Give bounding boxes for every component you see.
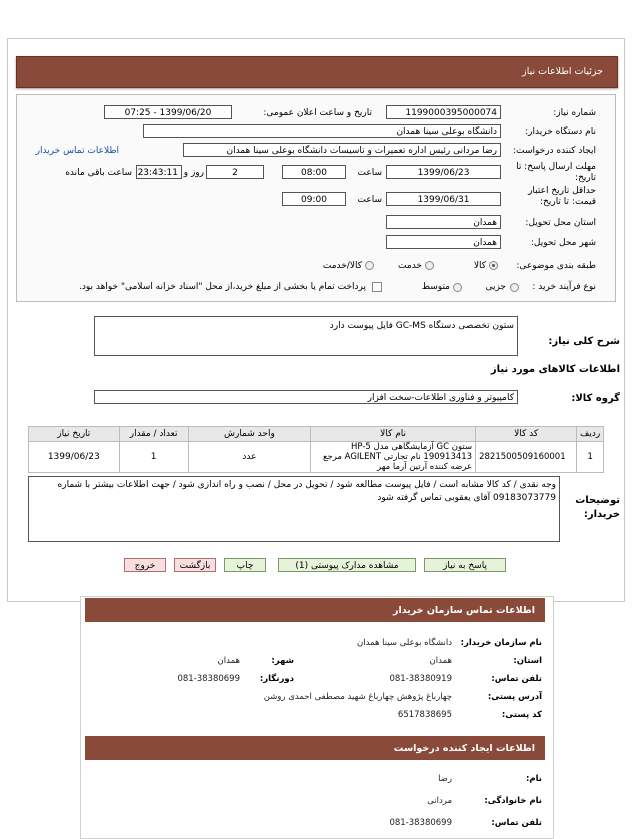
buyer-notes-field: وجه نقدی / کد کالا مشابه است / فایل پیوست مطالعه شود / تحویل در محل / نصب و راه اندازی شود / جهت اطلاعات بیشتر با شماره 09183073779 آقای یعقوبی تماس گرفته شود xyxy=(28,476,560,542)
attachments-button[interactable]: مشاهده مدارک پیوستی (1) xyxy=(278,558,416,572)
buyer-notes-label: توضیحات خریدار: xyxy=(575,495,620,520)
exit-button[interactable]: خروج xyxy=(124,558,166,572)
treasury-note: پرداخت تمام یا بخشی از مبلغ خرید،از محل "اسناد خزانه اسلامی" خواهد بود. xyxy=(78,282,366,292)
back-button[interactable]: بازگشت xyxy=(174,558,216,572)
remaining-time-field: 23:43:11 xyxy=(136,165,182,179)
table-row xyxy=(29,442,604,473)
deadline-date-field: 1399/06/23 xyxy=(386,165,501,179)
city-field: همدان xyxy=(386,235,501,249)
contact-org-label: نام سازمان خریدار: xyxy=(460,638,542,648)
print-button[interactable]: چاپ xyxy=(224,558,266,572)
table-header-row xyxy=(29,427,604,442)
process-option-medium: متوسط xyxy=(421,282,450,292)
announce-field: 1399/06/20 - 07:25 xyxy=(104,105,232,119)
contact-province-label: استان: xyxy=(513,656,542,666)
validity-time-field: 09:00 xyxy=(282,192,346,206)
col-qty: تعداد / مقدار xyxy=(119,427,188,442)
treasury-checkbox[interactable] xyxy=(372,282,382,292)
cell-row: 1 xyxy=(577,442,604,473)
remaining-label: ساعت باقی مانده xyxy=(65,168,132,178)
contact-org-value: دانشگاه بوعلی سینا همدان xyxy=(357,638,452,648)
process-radio-medium[interactable] xyxy=(453,283,462,292)
days-field: 2 xyxy=(206,165,264,179)
contact-postal-value: 6517838695 xyxy=(397,710,452,720)
process-radio-minor[interactable] xyxy=(510,283,519,292)
contact-fax-label: دورنگار: xyxy=(259,674,294,684)
contact-city-label: شهر: xyxy=(271,656,294,666)
goods-table xyxy=(28,426,604,473)
province-field: همدان xyxy=(386,215,501,229)
validity-date-field: 1399/06/31 xyxy=(386,192,501,206)
reply-button[interactable]: پاسخ به نیاز xyxy=(424,558,506,572)
col-name: نام کالا xyxy=(311,427,476,442)
buyer-field: دانشگاه بوعلی سینا همدان xyxy=(143,124,501,138)
creator-family-value: مردانی xyxy=(427,796,452,806)
need-number-label: شماره نیاز: xyxy=(553,108,596,118)
creator-name-label: نام: xyxy=(525,774,542,784)
creator-header xyxy=(85,736,545,760)
cell-name: ستون GC آزمایشگاهی مدل HP-5 190913413 نام تجارتی AGILENT مرجع عرضه کننده آرتین آرما مهر xyxy=(311,442,476,473)
need-number-field: 1199000395000074 xyxy=(386,105,501,119)
creator-label: ایجاد کننده درخواست: xyxy=(513,146,596,156)
col-unit: واحد شمارش xyxy=(188,427,310,442)
deadline-label: مهلت ارسال پاسخ: تا تاریخ: xyxy=(516,162,596,183)
category-option-both: کالا/خدمت xyxy=(322,261,362,271)
contact-phone-value: 081-38380919 xyxy=(389,674,452,684)
col-code: کد کالا xyxy=(476,427,577,442)
creator-name-value: رضا xyxy=(438,774,452,784)
category-option-goods: کالا xyxy=(473,261,486,271)
creator-title: اطلاعات ایجاد کننده درخواست xyxy=(393,743,535,754)
buyer-label: نام دستگاه خریدار: xyxy=(525,127,596,137)
days-label: روز و xyxy=(183,168,204,178)
deadline-time-field: 08:00 xyxy=(282,165,346,179)
creator-field: رضا مردانی رئیس اداره تعمیرات و تاسیسات دانشگاه بوعلی سینا همدان xyxy=(183,143,501,157)
cell-date: 1399/06/23 xyxy=(29,442,120,473)
contact-address-label: آدرس پستی: xyxy=(487,692,542,702)
province-label: استان محل تحویل: xyxy=(525,218,596,228)
category-radio-both[interactable] xyxy=(365,261,374,270)
category-label: طبقه بندی موضوعی: xyxy=(516,261,596,271)
contact-province-value: همدان xyxy=(429,656,452,666)
validity-time-label: ساعت xyxy=(357,195,382,205)
page-header xyxy=(16,56,618,88)
goods-group-field: کامپیوتر و فناوری اطلاعات-سخت افزار xyxy=(94,390,518,404)
cell-unit: عدد xyxy=(188,442,310,473)
contact-address-value: چهارباغ پژوهش چهارباغ شهید مصطفی احمدی روشن xyxy=(263,692,452,702)
process-label: نوع فرآیند خرید : xyxy=(532,282,596,292)
category-radio-service[interactable] xyxy=(425,261,434,270)
summary-label: شرح کلی نیاز: xyxy=(548,336,620,347)
cell-code: 2821500509160001 xyxy=(476,442,577,473)
validity-label: حداقل تاریخ اعتبار قیمت: تا تاریخ: xyxy=(528,186,596,207)
goods-section-title: اطلاعات کالاهای مورد نیاز xyxy=(490,364,620,375)
deadline-time-label: ساعت xyxy=(357,168,382,178)
creator-phone-value: 081-38380699 xyxy=(389,818,452,828)
creator-family-label: نام خانوادگی: xyxy=(484,796,542,806)
contact-postal-label: کد پستی: xyxy=(501,710,542,720)
summary-field: ستون تخصصی دستگاه GC-MS فایل پیوست دارد xyxy=(94,316,518,356)
col-row: ردیف xyxy=(577,427,604,442)
process-option-minor: جزیی xyxy=(485,282,506,292)
city-label: شهر محل تحویل: xyxy=(530,238,596,248)
contact-header xyxy=(85,598,545,622)
creator-phone-label: تلفن تماس: xyxy=(491,818,542,828)
announce-label: تاریخ و ساعت اعلان عمومی: xyxy=(263,108,372,118)
category-option-service: خدمت xyxy=(398,261,422,271)
contact-panel xyxy=(80,596,554,839)
contact-city-value: همدان xyxy=(217,656,240,666)
cell-qty: 1 xyxy=(119,442,188,473)
page-title: جزئیات اطلاعات نیاز xyxy=(522,66,603,77)
col-date: تاریخ نیاز xyxy=(29,427,120,442)
contact-title: اطلاعات تماس سازمان خریدار xyxy=(392,605,535,616)
category-radio-goods[interactable] xyxy=(489,261,498,270)
contact-phone-label: تلفن تماس: xyxy=(491,674,542,684)
contact-fax-value: 081-38380699 xyxy=(177,674,240,684)
buyer-contact-link[interactable]: اطلاعات تماس خریدار xyxy=(35,146,119,156)
goods-group-label: گروه کالا: xyxy=(571,393,620,404)
